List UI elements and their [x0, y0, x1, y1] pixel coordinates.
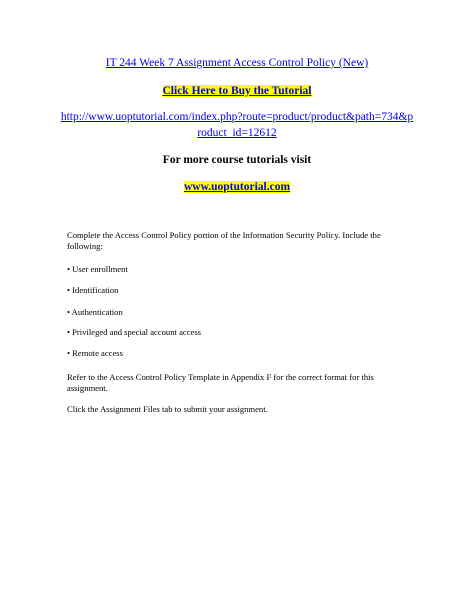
site-row: [40, 180, 434, 194]
list-item: • Authentication: [67, 307, 123, 317]
product-url-link-line2[interactable]: roduct_id=12612: [197, 127, 277, 139]
title-row: [40, 56, 434, 70]
buy-tutorial-link[interactable]: Click Here to Buy the Tutorial: [162, 85, 312, 97]
intro-paragraph: Complete the Access Control Policy portion of the Information Security Policy. Include the following:: [67, 230, 381, 251]
list-item: • Remote access: [67, 348, 123, 358]
product-url: [40, 109, 434, 141]
reference-paragraph: Refer to the Access Control Policy Template in Appendix F for the correct format for this assignment.: [67, 372, 374, 393]
site-link[interactable]: www.uoptutorial.com: [183, 181, 291, 193]
list-item: • User enrollment: [67, 264, 128, 274]
title-link[interactable]: IT 244 Week 7 Assignment Access Control Policy (New): [105, 57, 369, 69]
submit-paragraph: Click the Assignment Files tab to submit your assignment.: [67, 404, 268, 414]
more-tutorials-heading: For more course tutorials visit: [162, 154, 312, 166]
list-item: • Privileged and special account access: [67, 327, 202, 337]
list-item: • Identification: [67, 285, 119, 295]
buy-row: [40, 84, 434, 98]
product-url-link-line1[interactable]: http://www.uoptutorial.com/index.php?route=product/product&path=734&p: [60, 111, 414, 123]
